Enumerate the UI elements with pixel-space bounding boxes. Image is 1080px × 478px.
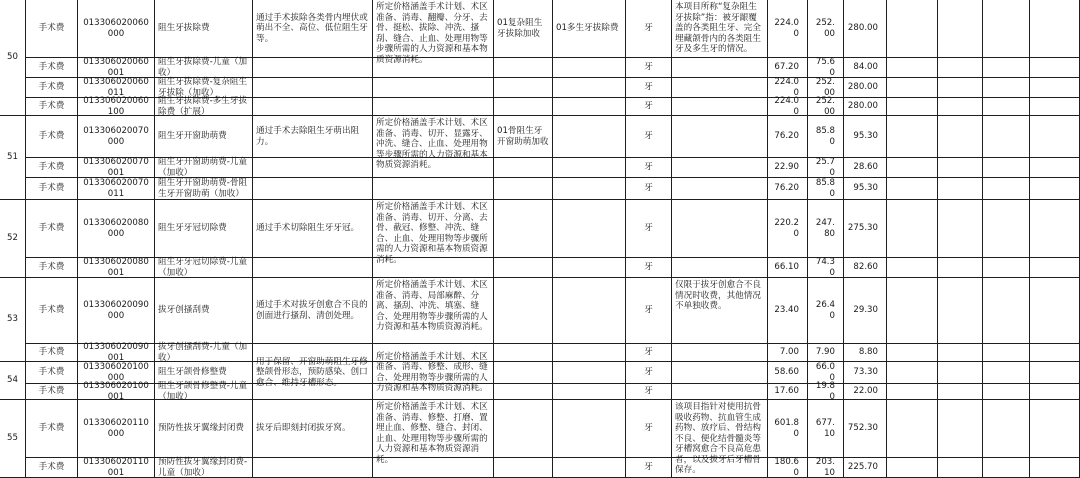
price-composition-cell: 所定价格涵盖手术计划、术区准备、消毒、修整、打磨、置埋止血、修整、缝合、封闭、止血、处理用物等步骤所需的人力资源和基本物质资源消耗。 bbox=[373, 400, 494, 458]
row-group-number: 51 bbox=[0, 116, 26, 200]
item-code-cell: 013306020090000 bbox=[78, 278, 155, 344]
price-composition-cell: 所定价格涵盖手术计划、术区准备、消毒、局部麻醉、分离、搔刮、冲洗、填塞、缝合、处理用物等步骤所需的人力资源和基本物质资源消耗。 bbox=[373, 278, 494, 344]
item-name-cell: 阻生牙颌骨修整费 bbox=[155, 362, 253, 384]
remark-cell bbox=[672, 178, 768, 200]
empty-col-cell bbox=[887, 384, 938, 400]
price-composition-cell bbox=[373, 78, 494, 98]
extra-item-cell bbox=[553, 178, 626, 200]
extra-item-cell bbox=[553, 400, 626, 458]
price-tier-3-cell: 275.30 bbox=[844, 200, 887, 258]
category-cell: 手术费 bbox=[26, 158, 78, 178]
empty-col-cell bbox=[938, 98, 983, 116]
empty-col-cell bbox=[887, 278, 938, 344]
remark-cell bbox=[672, 362, 768, 384]
empty-col-cell bbox=[983, 278, 1030, 344]
price-tier-1-cell: 7.00 bbox=[768, 344, 808, 362]
empty-col-cell bbox=[938, 158, 983, 178]
price-tier-3-cell: 95.30 bbox=[844, 116, 887, 158]
price-tier-3-cell: 84.00 bbox=[844, 58, 887, 78]
empty-col-cell bbox=[1030, 178, 1080, 200]
empty-col-cell bbox=[938, 0, 983, 58]
extra-item-cell bbox=[553, 344, 626, 362]
unit-cell: 牙 bbox=[626, 58, 672, 78]
addon-item-cell bbox=[494, 200, 553, 258]
price-tier-3-cell: 8.80 bbox=[844, 344, 887, 362]
service-content-cell: 用于保留、开窗助萌阻生牙修整颌骨形态，预防感染、创口愈合、维持牙槽形态。 bbox=[253, 362, 373, 384]
category-cell: 手术费 bbox=[26, 178, 78, 200]
extra-item-cell bbox=[553, 200, 626, 258]
item-name-cell: 阻生牙拔除费-复杂阻生牙拔除（加收） bbox=[155, 78, 253, 98]
empty-col-cell bbox=[938, 278, 983, 344]
item-code-cell: 013306020100000 bbox=[78, 362, 155, 384]
item-code-cell: 013306020070011 bbox=[78, 178, 155, 200]
addon-item-cell bbox=[494, 344, 553, 362]
empty-col-cell bbox=[1030, 0, 1080, 58]
service-content-cell: 通过手术去除阻生牙萌出阻力。 bbox=[253, 116, 373, 158]
service-content-cell bbox=[253, 78, 373, 98]
price-tier-3-cell: 82.60 bbox=[844, 258, 887, 278]
price-tier-2-cell: 203.10 bbox=[808, 458, 844, 478]
unit-cell: 牙 bbox=[626, 400, 672, 458]
extra-item-cell bbox=[553, 458, 626, 478]
price-tier-2-cell: 85.80 bbox=[808, 116, 844, 158]
addon-item-cell bbox=[494, 278, 553, 344]
price-tier-1-cell: 67.20 bbox=[768, 58, 808, 78]
remark-cell bbox=[672, 384, 768, 400]
price-composition-cell bbox=[373, 58, 494, 78]
price-composition-cell bbox=[373, 258, 494, 278]
empty-col-cell bbox=[938, 116, 983, 158]
item-code-cell: 013306020110001 bbox=[78, 458, 155, 478]
empty-col-cell bbox=[938, 458, 983, 478]
item-name-cell: 阻生牙牙冠切除费-儿童（加收） bbox=[155, 258, 253, 278]
remark-cell bbox=[672, 58, 768, 78]
price-composition-cell bbox=[373, 458, 494, 478]
remark-cell bbox=[672, 98, 768, 116]
empty-col-cell bbox=[887, 344, 938, 362]
addon-item-cell bbox=[494, 58, 553, 78]
empty-col-cell bbox=[983, 400, 1030, 458]
price-tier-3-cell: 73.30 bbox=[844, 362, 887, 384]
remark-cell bbox=[672, 200, 768, 258]
extra-item-cell bbox=[553, 158, 626, 178]
remark-cell bbox=[672, 116, 768, 158]
category-cell: 手术费 bbox=[26, 344, 78, 362]
price-tier-2-cell: 252.00 bbox=[808, 78, 844, 98]
empty-col-cell bbox=[1030, 58, 1080, 78]
unit-cell: 牙 bbox=[626, 98, 672, 116]
extra-item-cell bbox=[553, 78, 626, 98]
price-tier-1-cell: 224.00 bbox=[768, 0, 808, 58]
row-group-number: 54 bbox=[0, 362, 26, 400]
remark-cell: 本项目所称“复杂阻生牙拔除”指：被牙龈覆盖的各类阻生牙、完全埋藏颌骨内的各类阻生牙及多生牙的情况。 bbox=[672, 0, 768, 58]
item-code-cell: 013306020090001 bbox=[78, 344, 155, 362]
category-cell: 手术费 bbox=[26, 58, 78, 78]
empty-col-cell bbox=[887, 200, 938, 258]
empty-col-cell bbox=[983, 200, 1030, 258]
service-content-cell bbox=[253, 98, 373, 116]
category-cell: 手术费 bbox=[26, 362, 78, 384]
extra-item-cell bbox=[553, 384, 626, 400]
price-tier-2-cell: 19.80 bbox=[808, 384, 844, 400]
empty-col-cell bbox=[887, 116, 938, 158]
empty-col-cell bbox=[983, 116, 1030, 158]
price-tier-1-cell: 58.60 bbox=[768, 362, 808, 384]
empty-col-cell bbox=[983, 58, 1030, 78]
price-tier-2-cell: 252.00 bbox=[808, 98, 844, 116]
price-tier-3-cell: 280.00 bbox=[844, 78, 887, 98]
price-tier-2-cell: 85.80 bbox=[808, 178, 844, 200]
item-name-cell: 阻生牙牙冠切除费 bbox=[155, 200, 253, 258]
empty-col-cell bbox=[983, 258, 1030, 278]
empty-col-cell bbox=[887, 158, 938, 178]
remark-cell bbox=[672, 78, 768, 98]
category-cell: 手术费 bbox=[26, 200, 78, 258]
price-tier-1-cell: 22.90 bbox=[768, 158, 808, 178]
addon-item-cell: 01骨阻生牙开窗助萌加收 bbox=[494, 116, 553, 158]
price-tier-2-cell: 252.00 bbox=[808, 0, 844, 58]
price-tier-3-cell: 225.70 bbox=[844, 458, 887, 478]
category-cell: 手术费 bbox=[26, 458, 78, 478]
item-name-cell: 阻生牙拔除费-儿童（加收） bbox=[155, 58, 253, 78]
empty-col-cell bbox=[887, 98, 938, 116]
empty-col-cell bbox=[938, 178, 983, 200]
price-tier-2-cell: 74.30 bbox=[808, 258, 844, 278]
price-tier-2-cell: 677.10 bbox=[808, 400, 844, 458]
unit-cell: 牙 bbox=[626, 384, 672, 400]
row-group-number: 52 bbox=[0, 200, 26, 278]
price-composition-cell bbox=[373, 98, 494, 116]
item-code-cell: 013306020060011 bbox=[78, 78, 155, 98]
service-content-cell bbox=[253, 258, 373, 278]
category-cell: 手术费 bbox=[26, 258, 78, 278]
empty-col-cell bbox=[938, 58, 983, 78]
service-content-cell: 拔牙后即刻封闭拔牙窝。 bbox=[253, 400, 373, 458]
price-tier-1-cell: 66.10 bbox=[768, 258, 808, 278]
price-tier-3-cell: 22.00 bbox=[844, 384, 887, 400]
empty-col-cell bbox=[1030, 98, 1080, 116]
extra-item-cell bbox=[553, 116, 626, 158]
unit-cell: 牙 bbox=[626, 362, 672, 384]
empty-col-cell bbox=[1030, 384, 1080, 400]
item-code-cell: 013306020060001 bbox=[78, 58, 155, 78]
unit-cell: 牙 bbox=[626, 258, 672, 278]
item-name-cell: 拔牙创搔刮费 bbox=[155, 278, 253, 344]
empty-col-cell bbox=[1030, 200, 1080, 258]
row-group-number: 55 bbox=[0, 400, 26, 478]
empty-col-cell bbox=[983, 344, 1030, 362]
item-name-cell: 阻生牙开窗助萌费-儿童（加收） bbox=[155, 158, 253, 178]
empty-col-cell bbox=[1030, 400, 1080, 458]
price-tier-1-cell: 23.40 bbox=[768, 278, 808, 344]
price-composition-cell: 所定价格涵盖手术计划、术区准备、消毒、切开、显露牙、冲洗、缝合、止血、处理用物等步骤所需的人力资源和基本物质资源消耗。 bbox=[373, 116, 494, 158]
unit-cell: 牙 bbox=[626, 116, 672, 158]
category-cell: 手术费 bbox=[26, 78, 78, 98]
category-cell: 手术费 bbox=[26, 98, 78, 116]
service-content-cell bbox=[253, 178, 373, 200]
category-cell: 手术费 bbox=[26, 384, 78, 400]
service-content-cell bbox=[253, 458, 373, 478]
empty-col-cell bbox=[938, 400, 983, 458]
empty-col-cell bbox=[983, 178, 1030, 200]
addon-item-cell bbox=[494, 98, 553, 116]
item-code-cell: 013306020080001 bbox=[78, 258, 155, 278]
remark-cell: 该项目指针对使用抗骨吸收药物、抗血管生成药物、放疗后、骨结构不良、便化结骨髓炎等牙槽窝愈合不良高危患者，以及拔牙后牙槽骨保存。 bbox=[672, 400, 768, 458]
price-tier-3-cell: 280.00 bbox=[844, 0, 887, 58]
price-tier-3-cell: 29.30 bbox=[844, 278, 887, 344]
item-name-cell: 预防性拔牙翼缘封闭费-儿童（加收） bbox=[155, 458, 253, 478]
empty-col-cell bbox=[887, 458, 938, 478]
empty-col-cell bbox=[1030, 362, 1080, 384]
addon-item-cell bbox=[494, 78, 553, 98]
unit-cell: 牙 bbox=[626, 200, 672, 258]
unit-cell: 牙 bbox=[626, 158, 672, 178]
row-group-number: 50 bbox=[0, 0, 26, 116]
empty-col-cell bbox=[887, 362, 938, 384]
empty-col-cell bbox=[1030, 116, 1080, 158]
empty-col-cell bbox=[887, 178, 938, 200]
addon-item-cell bbox=[494, 362, 553, 384]
empty-col-cell bbox=[887, 0, 938, 58]
price-composition-cell: 所定价格涵盖手术计划、术区准备、消毒、翻瓣、分牙、去骨、挺松、拔除、冲洗、搔刮、缝合、止血、处理用物等步骤所需的人力资源和基本物质资源消耗。 bbox=[373, 0, 494, 58]
empty-col-cell bbox=[1030, 258, 1080, 278]
price-composition-cell bbox=[373, 384, 494, 400]
empty-col-cell bbox=[1030, 344, 1080, 362]
extra-item-cell bbox=[553, 362, 626, 384]
empty-col-cell bbox=[938, 362, 983, 384]
remark-cell: 仅限于拔牙创愈合不良情况时收费，其他情况不单独收费。 bbox=[672, 278, 768, 344]
item-code-cell: 013306020060000 bbox=[78, 0, 155, 58]
extra-item-cell bbox=[553, 258, 626, 278]
empty-col-cell bbox=[938, 384, 983, 400]
empty-col-cell bbox=[983, 78, 1030, 98]
extra-item-cell bbox=[553, 98, 626, 116]
category-cell: 手术费 bbox=[26, 0, 78, 58]
addon-item-cell bbox=[494, 178, 553, 200]
empty-col-cell bbox=[887, 400, 938, 458]
empty-col-cell bbox=[983, 158, 1030, 178]
price-tier-2-cell: 26.40 bbox=[808, 278, 844, 344]
category-cell: 手术费 bbox=[26, 400, 78, 458]
empty-col-cell bbox=[983, 362, 1030, 384]
price-tier-1-cell: 224.00 bbox=[768, 78, 808, 98]
remark-cell bbox=[672, 158, 768, 178]
price-tier-2-cell: 7.90 bbox=[808, 344, 844, 362]
price-tier-2-cell: 25.70 bbox=[808, 158, 844, 178]
item-name-cell: 阻生牙拔除费 bbox=[155, 0, 253, 58]
empty-col-cell bbox=[983, 384, 1030, 400]
service-content-cell: 通过手术切除阻生牙牙冠。 bbox=[253, 200, 373, 258]
empty-col-cell bbox=[887, 78, 938, 98]
remark-cell bbox=[672, 458, 768, 478]
item-name-cell: 阻生牙拔除费-多生牙拔除费（扩展） bbox=[155, 98, 253, 116]
remark-cell bbox=[672, 344, 768, 362]
item-name-cell: 阻生牙开窗助萌费-骨阻生牙开窗助萌（加收） bbox=[155, 178, 253, 200]
extra-item-cell: 01多生牙拔除费 bbox=[553, 0, 626, 58]
price-composition-cell: 所定价格涵盖手术计划、术区准备、消毒、修整、成形、缝合、处理用物等步骤所需的人力资源和基本物质资源消耗。 bbox=[373, 362, 494, 384]
addon-item-cell bbox=[494, 458, 553, 478]
price-composition-cell: 所定价格涵盖手术计划、术区准备、消毒、切开、分离、去骨、截冠、修整、冲洗、缝合、止血、处理用物等步骤所需的人力资源和基本物质资源消耗。 bbox=[373, 200, 494, 258]
item-code-cell: 013306020110000 bbox=[78, 400, 155, 458]
price-tier-1-cell: 76.20 bbox=[768, 116, 808, 158]
unit-cell: 牙 bbox=[626, 0, 672, 58]
category-cell: 手术费 bbox=[26, 116, 78, 158]
item-name-cell: 拔牙创搔刮费-儿童（加收） bbox=[155, 344, 253, 362]
unit-cell: 牙 bbox=[626, 78, 672, 98]
empty-col-cell bbox=[1030, 78, 1080, 98]
extra-item-cell bbox=[553, 278, 626, 344]
price-tier-2-cell: 75.60 bbox=[808, 58, 844, 78]
unit-cell: 牙 bbox=[626, 344, 672, 362]
addon-item-cell bbox=[494, 158, 553, 178]
service-content-cell: 通过手术拔除各类骨内埋伏或萌出不全、高位、低位阻生牙等。 bbox=[253, 0, 373, 58]
empty-col-cell bbox=[1030, 458, 1080, 478]
empty-col-cell bbox=[887, 58, 938, 78]
empty-col-cell bbox=[983, 458, 1030, 478]
price-tier-1-cell: 224.00 bbox=[768, 98, 808, 116]
empty-col-cell bbox=[938, 344, 983, 362]
unit-cell: 牙 bbox=[626, 458, 672, 478]
unit-cell: 牙 bbox=[626, 278, 672, 344]
service-content-cell: 通过手术对拔牙创愈合不良的创面进行搔刮、清创处理。 bbox=[253, 278, 373, 344]
price-tier-3-cell: 28.60 bbox=[844, 158, 887, 178]
item-code-cell: 013306020070001 bbox=[78, 158, 155, 178]
price-tier-2-cell: 247.80 bbox=[808, 200, 844, 258]
empty-col-cell bbox=[938, 200, 983, 258]
empty-col-cell bbox=[983, 0, 1030, 58]
price-tier-1-cell: 17.60 bbox=[768, 384, 808, 400]
item-name-cell: 预防性拔牙翼缘封闭费 bbox=[155, 400, 253, 458]
item-code-cell: 013306020070000 bbox=[78, 116, 155, 158]
empty-col-cell bbox=[887, 258, 938, 278]
extra-item-cell bbox=[553, 58, 626, 78]
item-name-cell: 阻生牙开窗助萌费 bbox=[155, 116, 253, 158]
item-name-cell: 阻生牙颌骨修整费-儿童（加收） bbox=[155, 384, 253, 400]
price-tier-1-cell: 220.20 bbox=[768, 200, 808, 258]
addon-item-cell bbox=[494, 400, 553, 458]
item-code-cell: 013306020080000 bbox=[78, 200, 155, 258]
empty-col-cell bbox=[938, 258, 983, 278]
price-tier-1-cell: 601.80 bbox=[768, 400, 808, 458]
service-content-cell bbox=[253, 58, 373, 78]
price-tier-3-cell: 280.00 bbox=[844, 98, 887, 116]
unit-cell: 牙 bbox=[626, 178, 672, 200]
price-composition-cell bbox=[373, 158, 494, 178]
price-tier-1-cell: 180.60 bbox=[768, 458, 808, 478]
addon-item-cell: 01复杂阻生牙拔除加收 bbox=[494, 0, 553, 58]
remark-cell bbox=[672, 258, 768, 278]
price-tier-2-cell: 66.00 bbox=[808, 362, 844, 384]
empty-col-cell bbox=[983, 98, 1030, 116]
category-cell: 手术费 bbox=[26, 278, 78, 344]
price-tier-3-cell: 95.30 bbox=[844, 178, 887, 200]
service-content-cell bbox=[253, 384, 373, 400]
service-content-cell bbox=[253, 158, 373, 178]
price-tier-3-cell: 752.30 bbox=[844, 400, 887, 458]
addon-item-cell bbox=[494, 384, 553, 400]
empty-col-cell bbox=[1030, 158, 1080, 178]
item-code-cell: 013306020060100 bbox=[78, 98, 155, 116]
price-composition-cell bbox=[373, 178, 494, 200]
empty-col-cell bbox=[938, 78, 983, 98]
price-tier-1-cell: 76.20 bbox=[768, 178, 808, 200]
addon-item-cell bbox=[494, 258, 553, 278]
empty-col-cell bbox=[1030, 278, 1080, 344]
row-group-number: 53 bbox=[0, 278, 26, 362]
item-code-cell: 013306020100001 bbox=[78, 384, 155, 400]
